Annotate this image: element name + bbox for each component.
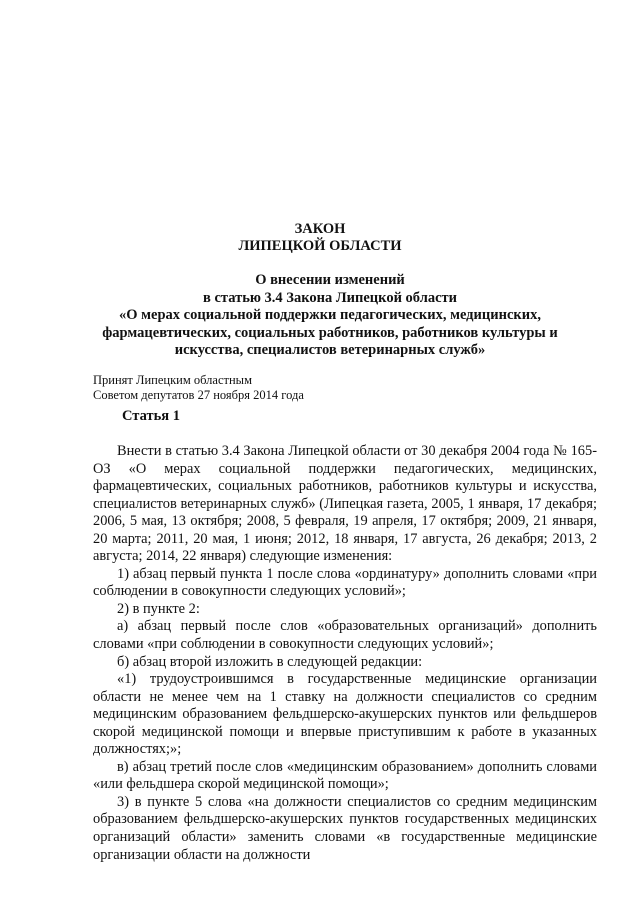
law-subtitle xyxy=(80,272,580,360)
paragraph: 3) в пункте 5 слова «на должности специалистов со средним медицинским образованием фельдшерско-акушерских пунктов государственных медицинских организаций области» заменить словами «в государственные медицинские организации области на должности xyxy=(93,793,597,863)
subtitle-line: О внесении изменений xyxy=(255,272,405,288)
adoption-line: Принят Липецким областным xyxy=(93,373,252,387)
subtitle-line: искусства, специалистов ветеринарных служб» xyxy=(174,342,486,358)
paragraph: а) абзац первый после слов «образовательных организаций» дополнить словами «при соблюдении в совокупности следующих условий»; xyxy=(93,618,597,653)
paragraph: 2) в пункте 2: xyxy=(117,600,200,617)
article-heading: Статья 1 xyxy=(122,408,180,424)
paragraph: «1) трудоустроившимся в государственные медицинские организации области не менее чем на 1 ставку на должности специалистов со средним медицинским образованием фельдшерско-акушерских пунктов или фельдшеров скорой медицинской помощи и впервые приступившим к работе в указанных должностях;»; xyxy=(93,671,597,758)
paragraph: в) абзац третий после слов «медицинским образованием» дополнить словами «или фельдшера скорой медицинской помощи»; xyxy=(93,758,597,793)
paragraph: Внести в статью 3.4 Закона Липецкой области от 30 декабря 2004 года № 165-ОЗ «О мерах социальной поддержки педагогических, медицинских, фармацевтических, социальных работников, работников культуры и искусства, специалистов ветеринарных служб» (Липецкая газета, 2005, 1 января, 17 декабря; 2006, 5 мая, 13 октября; 2008, 5 февраля, 19 апреля, 17 октября; 2009, 21 января, 20 марта; 2011, 20 мая, 1 июня; 2012, 18 января, 17 августа, 26 декабря; 2013, 2 августа; 2014, 22 января) следующие изменения: xyxy=(93,443,597,565)
article-body xyxy=(93,443,597,864)
subtitle-line: «О мерах социальной поддержки педагогических, медицинских, xyxy=(119,307,541,323)
subtitle-line: фармацевтических, социальных работников, работников культуры и xyxy=(102,324,558,341)
law-title: ЗАКОН xyxy=(294,221,346,237)
paragraph: б) абзац второй изложить в следующей редакции: xyxy=(117,653,423,670)
adoption-note xyxy=(93,373,393,403)
paragraph: 1) абзац первый пункта 1 после слова «ординатуру» дополнить словами «при соблюдении в совокупности следующих условий»; xyxy=(93,565,597,600)
law-header xyxy=(0,221,640,255)
subtitle-line: в статью 3.4 Закона Липецкой области xyxy=(203,289,457,306)
adoption-line: Советом депутатов 27 ноября 2014 года xyxy=(93,388,304,402)
law-region: ЛИПЕЦКОЙ ОБЛАСТИ xyxy=(238,238,402,254)
